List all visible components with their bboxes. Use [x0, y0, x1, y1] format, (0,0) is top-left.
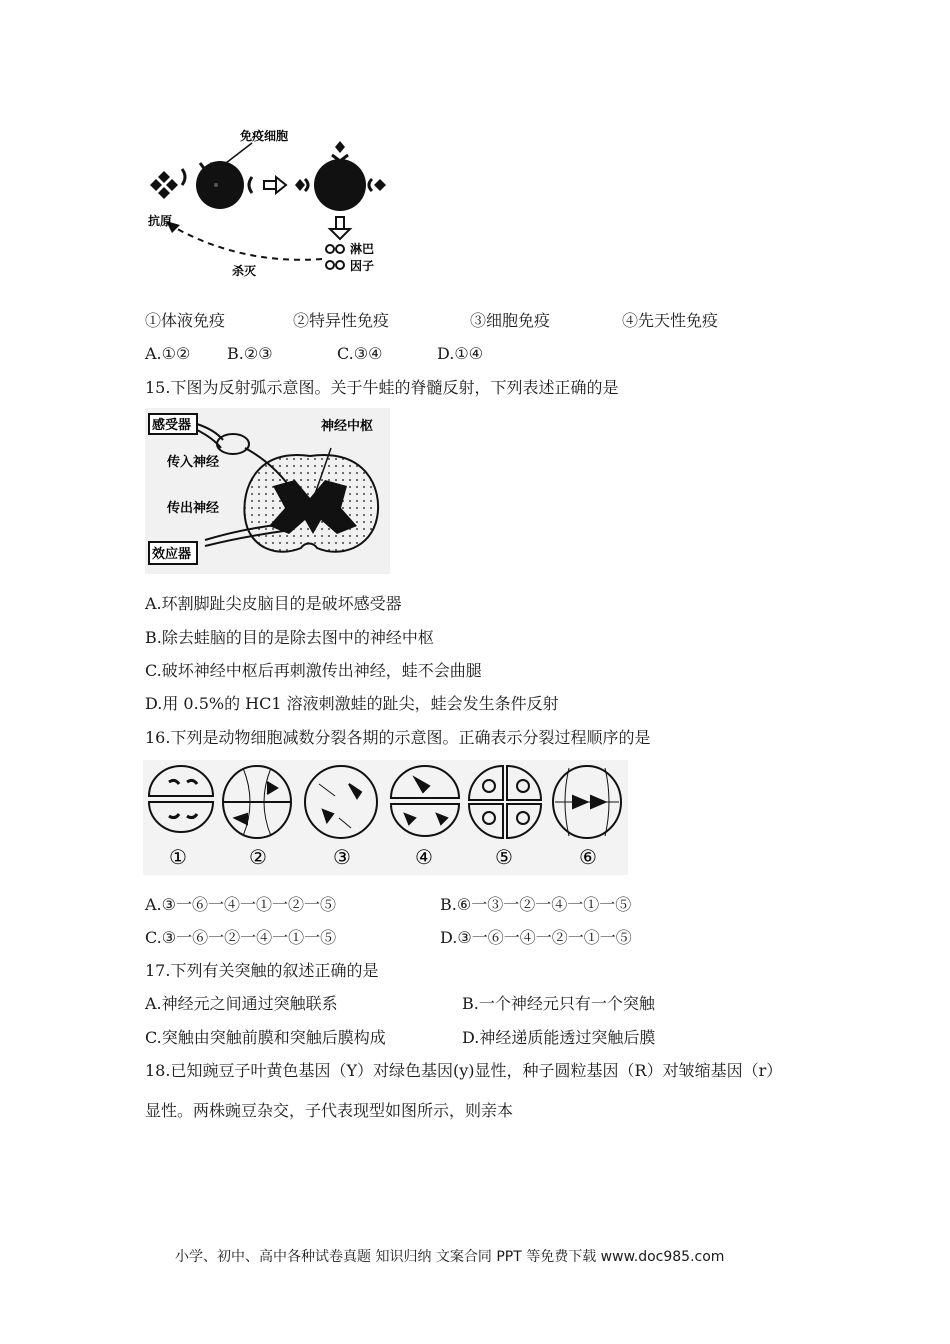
meiosis-label-5: ⑤	[495, 845, 513, 869]
antigen-shape	[150, 171, 178, 199]
q15-option-d: D.用 0.5%的 HC1 溶液刺激蛙的趾尖，蛙会发生条件反射	[145, 694, 559, 713]
fig2-efferent-label: 传出神经	[167, 501, 220, 516]
page-footer: 小学、初中、高中各种试卷真题 知识归纳 文案合同 PPT 等免费下载 www.doc985.com	[175, 1249, 725, 1265]
q18-stem-line-1: 18.已知豌豆子叶黄色基因（Y）对绿色基因(y)显性，种子圆粒基因（R）对皱缩基因（r）	[145, 1061, 783, 1080]
fig2-effector-label: 效应器	[152, 547, 192, 562]
q14-option-1: ①体液免疫	[145, 311, 226, 330]
q16-option-d: D.③一⑥一④一②一①一⑤	[440, 928, 632, 947]
q17-option-c: C.突触由突触前膜和突触后膜构成	[145, 1028, 386, 1047]
q16-stem: 16.下列是动物细胞减数分裂各期的示意图。正确表示分裂过程顺序的是	[145, 728, 651, 747]
kill-arrow	[170, 225, 322, 260]
immune-cell-1	[196, 161, 244, 209]
q15-option-a: A.环割脚趾尖皮脑目的是破坏感受器	[145, 594, 402, 613]
q14-option-3: ③细胞免疫	[470, 311, 551, 330]
q14-answer-c: C.③④	[337, 344, 383, 363]
meiosis-label-3: ③	[333, 845, 351, 869]
immune-cell-figure	[140, 125, 410, 285]
q18-stem-line-2: 显性。两株豌豆杂交，子代表现型如图所示，则亲本	[145, 1101, 514, 1120]
fig1-antigen-label: 抗原	[148, 214, 173, 228]
immune-cell-2	[314, 159, 366, 211]
fig2-afferent-label: 传入神经	[167, 455, 220, 470]
arrow-right-icon	[264, 177, 286, 193]
q14-answer-d: D.①④	[437, 344, 484, 363]
fig1-lymph-label-1: 淋巴	[350, 242, 375, 256]
q16-option-b: B.⑥一③一②一④一①一⑤	[440, 895, 632, 914]
meiosis-figure	[143, 760, 628, 875]
meiosis-label-1: ①	[169, 845, 187, 869]
q17-stem: 17.下列有关突触的叙述正确的是	[145, 961, 379, 980]
meiosis-label-4: ④	[415, 845, 433, 869]
q14-answer-a: A.①②	[145, 344, 191, 363]
meiosis-label-2: ②	[249, 845, 267, 869]
meiosis-label-6: ⑥	[579, 845, 597, 869]
fig1-cell-label: 免疫细胞	[240, 129, 289, 143]
q17-option-a: A.神经元之间通过突触联系	[145, 994, 338, 1013]
q14-option-4: ④先天性免疫	[622, 311, 719, 330]
fig2-receptor-label: 感受器	[152, 418, 192, 433]
q15-stem: 15.下图为反射弧示意图。关于牛蛙的脊髓反射，下列表述正确的是	[145, 378, 619, 397]
arrow-down-icon	[330, 217, 350, 239]
q15-option-b: B.除去蛙脑的目的是除去图中的神经中枢	[145, 628, 434, 647]
q16-option-c: C.③一⑥一②一④一①一⑤	[145, 928, 337, 947]
q14-answer-b: B.②③	[227, 344, 273, 363]
q16-option-a: A.③一⑥一④一①一②一⑤	[145, 895, 336, 914]
fig1-lymph-label-2: 因子	[350, 259, 375, 273]
q17-option-b: B.一个神经元只有一个突触	[462, 994, 655, 1013]
q17-option-d: D.神经递质能透过突触后膜	[462, 1028, 656, 1047]
q15-option-c: C.破坏神经中枢后再刺激传出神经，蛙不会曲腿	[145, 661, 482, 680]
fig2-center-label: 神经中枢	[321, 419, 374, 434]
q14-option-2: ②特异性免疫	[293, 311, 390, 330]
fig1-kill-label: 杀灭	[232, 264, 257, 278]
lymph-factor-shape	[326, 245, 344, 269]
reflex-arc-figure	[145, 408, 390, 574]
